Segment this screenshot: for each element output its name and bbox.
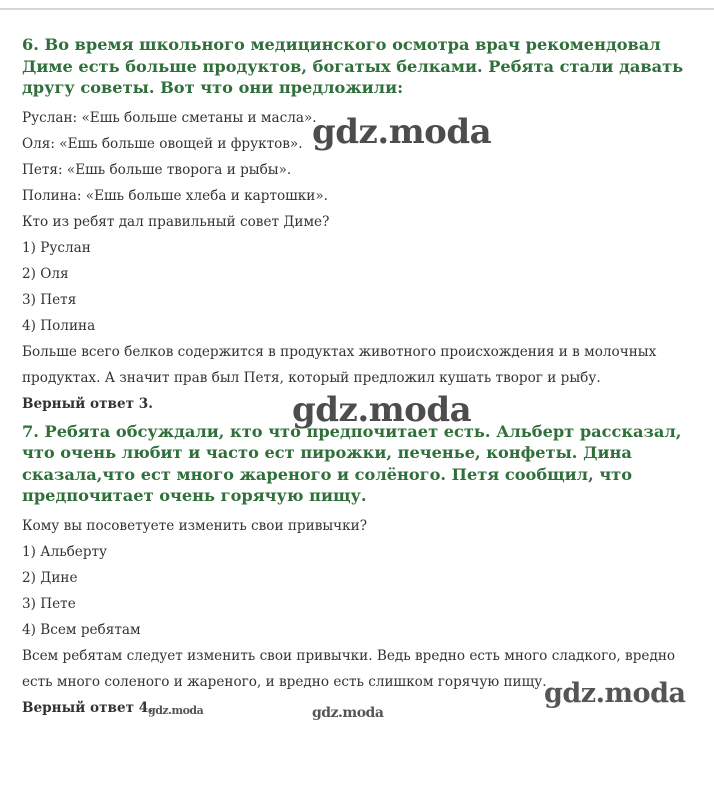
watermark-logo-2: gdz.moda (292, 390, 472, 430)
q7-option-3: 3) Пете (22, 595, 76, 612)
q6-line-olya: Оля: «Ешь больше овощей и фруктов». (22, 135, 303, 152)
q6-line-petya: Петя: «Ешь больше творога и рыбы». (22, 161, 292, 178)
top-divider (0, 8, 714, 10)
q7-option-4: 4) Всем ребятам (22, 621, 141, 638)
q6-explanation: Больше всего белков содержится в продуктах животного происхождения и в молочных продуктах. А значит прав был Петя, который предложил кушать творог и рыбу. (22, 343, 657, 386)
q7-option-2: 2) Дине (22, 569, 78, 586)
q6-option-2: 2) Оля (22, 265, 69, 282)
watermark-logo-1: gdz.moda (312, 112, 492, 152)
q7-question: Кому вы посоветуете изменить свои привычки? (22, 517, 367, 534)
q6-option-3: 3) Петя (22, 291, 77, 308)
q6-answer: Верный ответ 3. (22, 395, 153, 412)
q7-option-1: 1) Альберту (22, 543, 108, 560)
watermark-logo-5: gdz.moda (148, 704, 204, 717)
watermark-logo-4: gdz.moda (312, 705, 384, 721)
q6-line-ruslan: Руслан: «Ешь больше сметаны и масла». (22, 109, 317, 126)
question-6-heading: 6. Во время школьного медицинского осмотра врач рекомендовал Диме есть больше продуктов, богатых белками. Ребята стали давать другу советы. Вот что они предложили: (22, 35, 684, 97)
q6-option-1: 1) Руслан (22, 239, 91, 256)
question-7 (22, 421, 702, 721)
q6-option-4: 4) Полина (22, 317, 96, 334)
q7-explanation: Всем ребятам следует изменить свои привычки. Ведь вредно есть много сладкого, вредно есть много соленого и жареного, и вредно есть слишком горячую пищу. (22, 647, 676, 690)
q6-line-polina: Полина: «Ешь больше хлеба и картошки». (22, 187, 328, 204)
question-6 (22, 34, 702, 417)
q7-answer: Верный ответ 4. (22, 699, 153, 716)
question-7-heading: 7. Ребята обсуждали, кто что предпочитает есть. Альберт рассказал, что очень любит и часто ест пирожки, печенье, конфеты. Дина сказала,что ест много жареного и солёного. Петя сообщил, что предпочитает очень горячую пищу. (22, 421, 682, 505)
watermark-logo-3: gdz.moda (544, 678, 686, 709)
q6-question: Кто из ребят дал правильный совет Диме? (22, 213, 330, 230)
